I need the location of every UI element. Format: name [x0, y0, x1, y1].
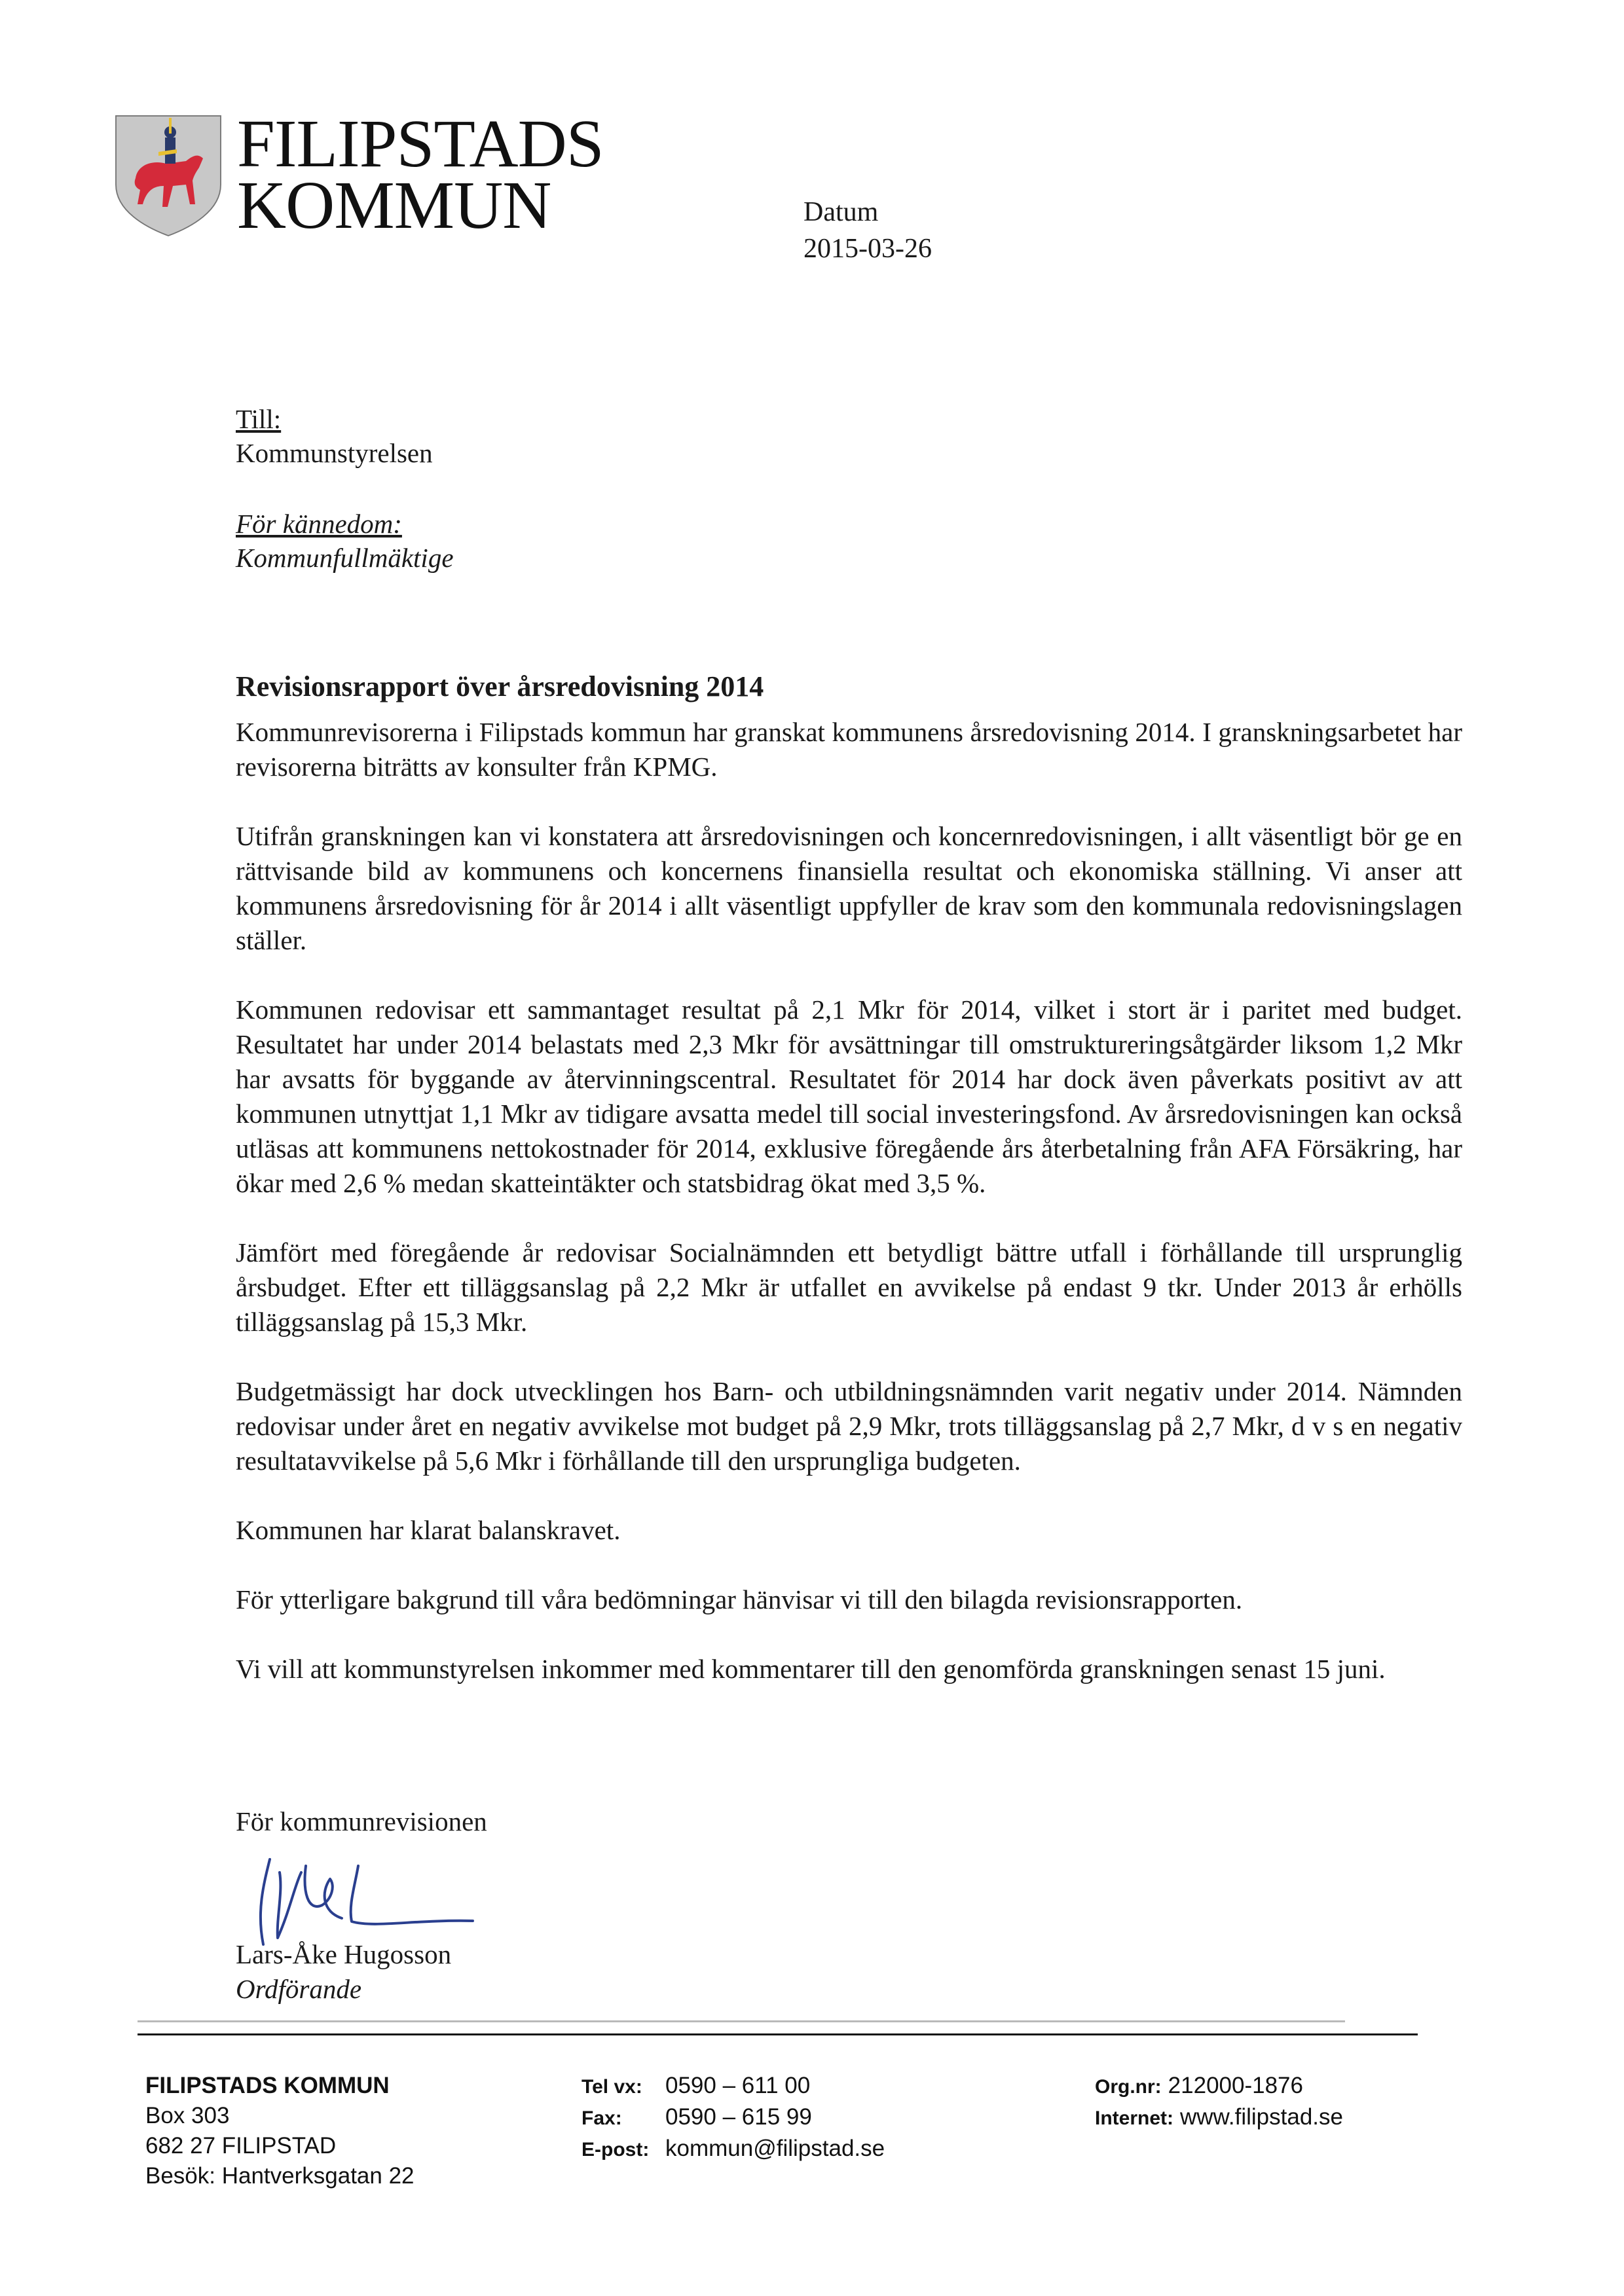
signer-title: Ordförande	[236, 1974, 362, 2004]
fax-value: 0590 – 615 99	[665, 2104, 812, 2130]
paragraph: Utifrån granskningen kan vi konstatera att årsredovisningen och koncernredovisningen, i allt väsentligt bör ge en rättvisande bild av kommunens och koncernens finansiella resultat och ekonomiska ställning. Vi anser att kommunens årsredovisning för år 2014 i allt väsentligt uppfyller de krav som den kommunala redovisningslagen ställer.	[236, 821, 1462, 955]
footer-box: Box 303	[145, 2103, 230, 2128]
paragraph: Jämfört med föregående år redovisar Socialnämnden ett betydligt bättre utfall i förhållande till ursprunglig årsbudget. Efter ett tilläggsanslag på 2,2 Mkr är utfallet en avvikelse på endast 9 tkr. Under 2013 år erhölls tilläggsanslag på 15,3 Mkr.	[236, 1237, 1462, 1337]
cc-label: För kännedom:	[236, 509, 402, 539]
tel-value: 0590 – 611 00	[665, 2073, 811, 2098]
footer-divider	[138, 2033, 1418, 2035]
footer-visit: Besök: Hantverksgatan 22	[145, 2163, 415, 2189]
tel-label: Tel vx:	[581, 2076, 642, 2098]
closing-line: För kommunrevisionen	[236, 1806, 487, 1836]
footer-divider-light	[138, 2020, 1345, 2022]
footer-org-name: FILIPSTADS KOMMUN	[145, 2073, 390, 2098]
coat-of-arms-icon	[113, 113, 224, 237]
web-value: www.filipstad.se	[1180, 2104, 1343, 2130]
email-value: kommun@filipstad.se	[665, 2136, 885, 2161]
fax-label: Fax:	[581, 2107, 622, 2129]
paragraph: Budgetmässigt har dock utvecklingen hos Barn- och utbildningsnämnden varit negativ under 2014. Nämnden redovisar under året en negativ avvikelse mot budget på 2,9 Mkr, trots tilläggsanslag på 2,7 Mkr, d v s en negativ resultatavvikelse på 5,6 Mkr i förhållande till den ursprungliga budgeten.	[236, 1376, 1462, 1476]
cc-value: Kommunfullmäktige	[236, 543, 454, 573]
letter-body	[236, 715, 1462, 1721]
recipient-label: Till:	[236, 404, 282, 434]
org-name-line2: KOMMUN	[237, 168, 551, 243]
orgnr-value: 212000-1876	[1168, 2073, 1303, 2098]
paragraph: För ytterligare bakgrund till våra bedömningar hänvisar vi till den bilagda revisionsrapporten.	[236, 1584, 1243, 1614]
orgnr-label: Org.nr:	[1095, 2076, 1162, 2098]
paragraph: Kommunrevisorerna i Filipstads kommun har granskat kommunens årsredovisning 2014. I granskningsarbetet har revisorerna biträtts av konsulter från KPMG.	[236, 717, 1462, 782]
email-label: E-post:	[581, 2139, 650, 2160]
date-label: Datum	[803, 197, 879, 227]
footer-address	[145, 2071, 415, 2191]
footer-postal: 682 27 FILIPSTAD	[145, 2133, 337, 2159]
recipient-value: Kommunstyrelsen	[236, 438, 433, 468]
date-value: 2015-03-26	[803, 234, 932, 264]
footer-registry	[1095, 2071, 1343, 2134]
paragraph: Kommunen redovisar ett sammantaget resultat på 2,1 Mkr för 2014, vilket i stort är i paritet med budget. Resultatet har under 2014 belastats med 2,3 Mkr för avsättningar till omstruktureringsåtgärder liksom 1,2 Mkr har avsatts för byggande av återvinningscentral. Resultatet för 2014 har dock även påverkats positivt av att kommunen utnyttjat 1,1 Mkr av tidigare avsatta medel till social investeringsfond. Av årsredovisningen kan också utläsas att kommunens nettokostnader för 2014, exklusive föregående års återbetalning från AFA Försäkring, har ökar med 2,6 % medan skatteintäkter och statsbidrag ökat med 3,5 %.	[236, 994, 1462, 1198]
paragraph: Kommunen har klarat balanskravet.	[236, 1515, 621, 1545]
document-title: Revisionsrapport över årsredovisning 2014	[236, 670, 764, 702]
web-label: Internet:	[1095, 2107, 1173, 2129]
signer-name: Lars-Åke Hugosson	[236, 1939, 452, 1969]
org-name-line1: FILIPSTADS	[237, 106, 604, 181]
footer-contact	[581, 2071, 885, 2165]
paragraph: Vi vill att kommunstyrelsen inkommer med kommentarer till den genomförda granskningen senast 15 juni.	[236, 1654, 1386, 1684]
